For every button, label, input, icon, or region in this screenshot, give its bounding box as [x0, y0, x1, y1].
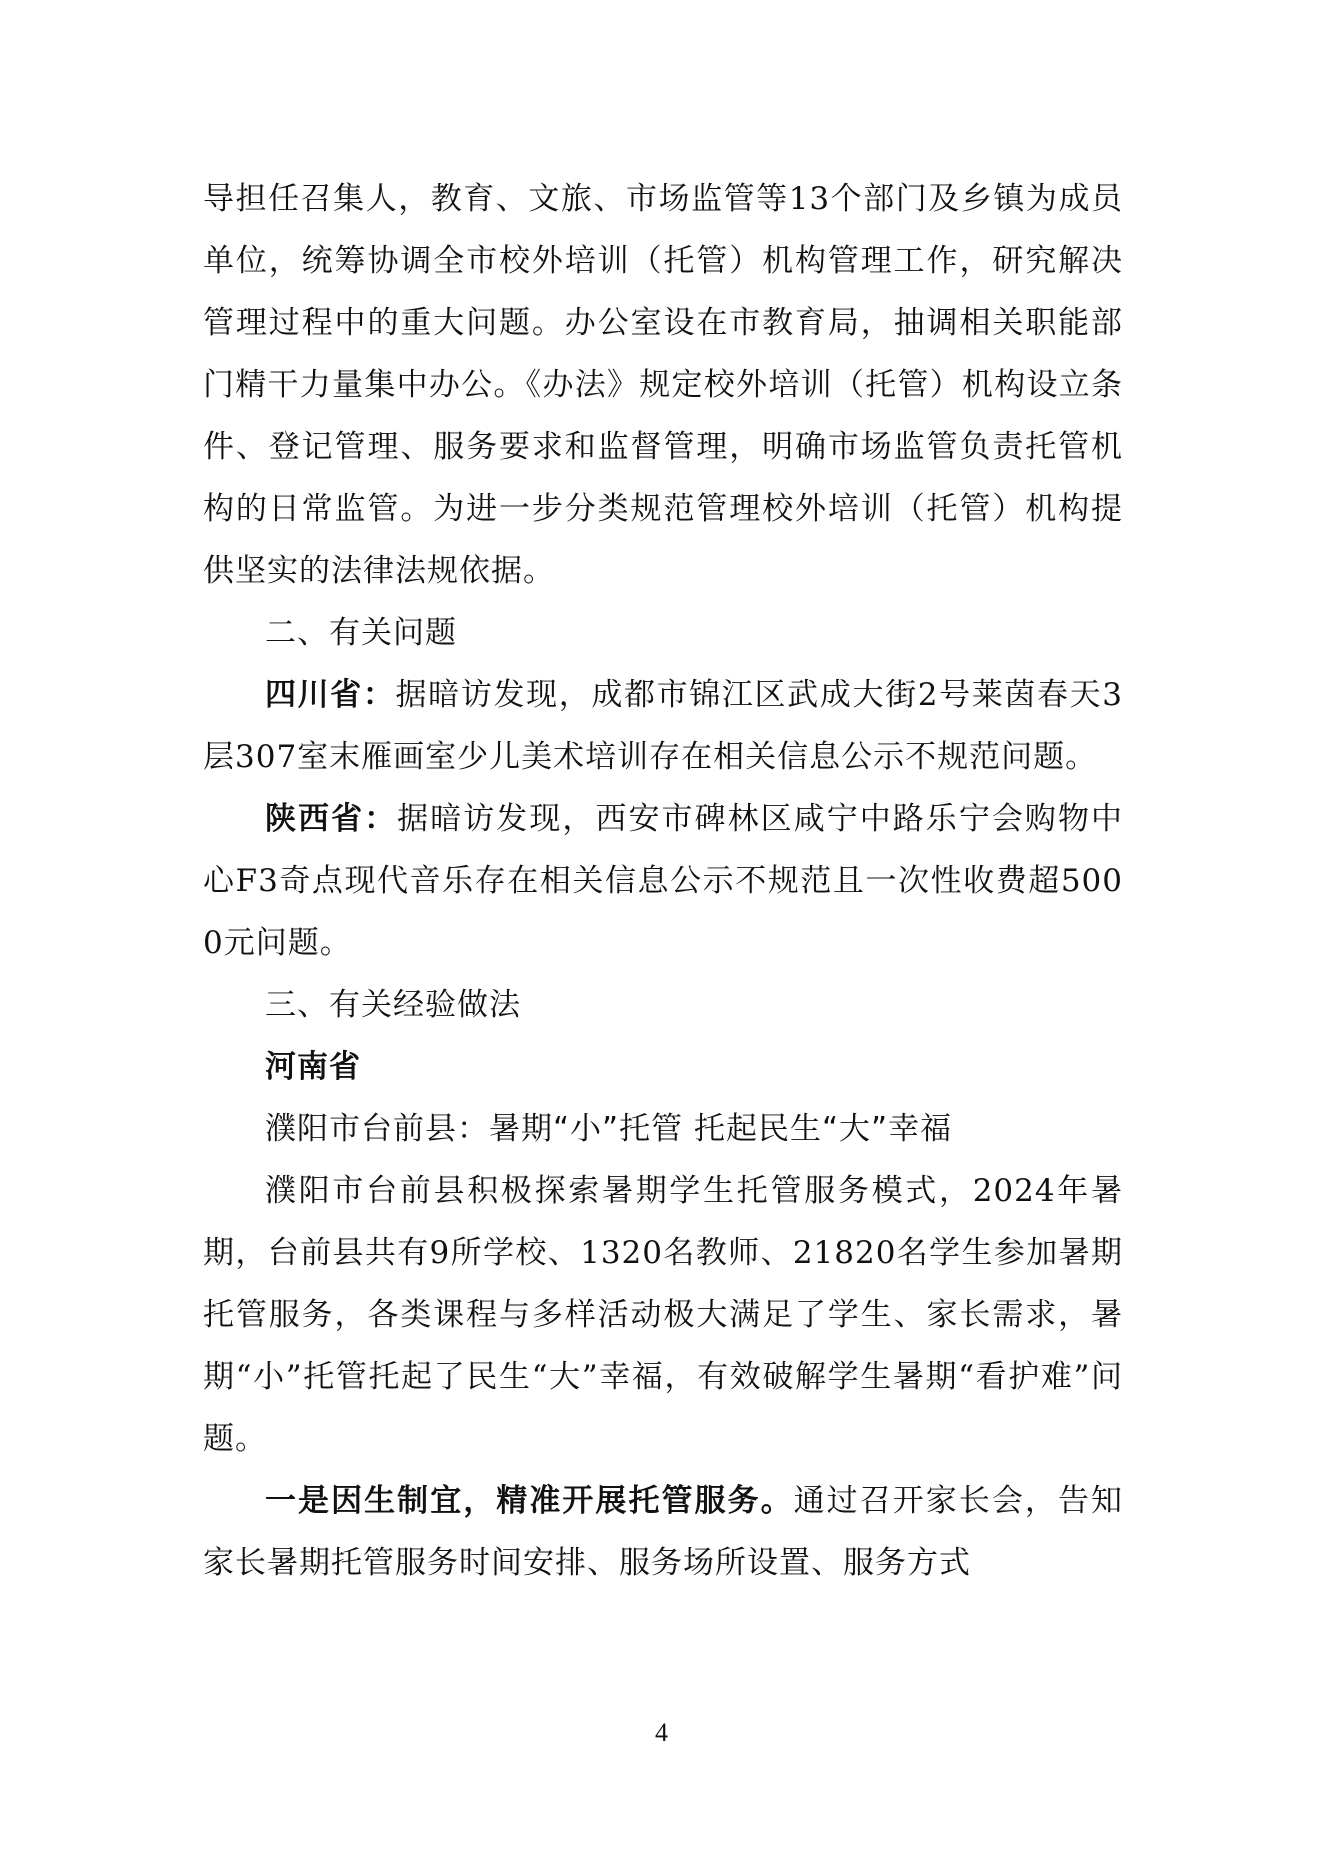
paragraph-leadership-group: 导担任召集人，教育、文旅、市场监管等13个部门及乡镇为成员单位，统筹协调全市校外培训（托管）机构管理工作，研究解决管理过程中的重大问题。办公室设在市教育局，抽调相关职能部门精干力量集中办公。《办法》规定校外培训（托管）机构设立条件、登记管理、服务要求和监督管理，明确市场监管负责托管机构的日常监管。为进一步分类规范管理校外培训（托管）机构提供坚实的法律法规依据。 — [203, 181, 1123, 589]
paragraph-shaanxi-text: 据暗访发现，西安市碑林区咸宁中路乐宁会购物中心F3奇点现代音乐存在相关信息公示不规范且一次性收费超5000元问题。 — [203, 801, 1124, 961]
province-label-henan: 河南省 — [265, 1049, 361, 1085]
point-one-text: 通过召开家长会，告知家长暑期托管服务时间安排、服务场所设置、服务方式 — [203, 1483, 1123, 1581]
paragraph-shaanxi — [203, 788, 1123, 974]
paragraph-sichuan — [203, 664, 1123, 788]
case-subtitle: 濮阳市台前县：暑期“小”托管 托起民生“大”幸福 — [265, 1111, 953, 1147]
page-number: 4 — [655, 1718, 668, 1747]
point-one-label: 一是因生制宜，精准开展托管服务。 — [265, 1483, 794, 1519]
paragraph-taiqian: 濮阳市台前县积极探索暑期学生托管服务模式，2024年暑期，台前县共有9所学校、1320名教师、21820名学生参加暑期托管服务，各类课程与多样活动极大满足了学生、家长需求，暑期“小”托管托起了民生“大”幸福，有效破解学生暑期“看护难”问题。 — [203, 1173, 1123, 1457]
paragraph-point-one — [203, 1470, 1123, 1594]
province-label-sichuan: 四川省： — [265, 677, 396, 713]
paragraph-sichuan-text: 据暗访发现，成都市锦江区武成大街2号莱茵春天3层307室末雁画室少儿美术培训存在相关信息公示不规范问题。 — [203, 677, 1123, 775]
province-label-shaanxi: 陕西省： — [265, 801, 398, 837]
section-heading-issues: 二、有关问题 — [265, 615, 457, 651]
document-body — [203, 168, 1123, 1594]
section-heading-experience: 三、有关经验做法 — [265, 987, 521, 1023]
